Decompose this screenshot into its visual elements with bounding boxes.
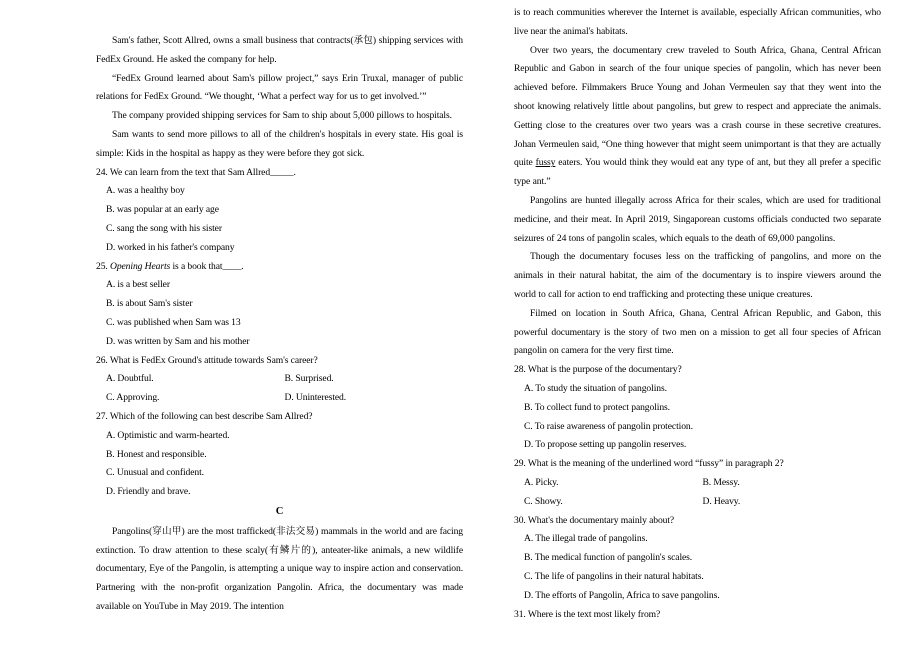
answer-option: B. Honest and responsible. — [106, 448, 207, 460]
paragraph: Pangolins(穿山甲) are the most trafficked(非法交易) mammals in the world and are facing extinction. To draw attention to these scaly(有鳞片的), anteater-like animals, a new wildlife documentary, Eye of the Pangolin, is attempting a unique way to inspire action and conservation. Partnering with the non-profit organization Pangolin. Africa, the documentary was made available on YouTube in May 2019. The intention — [96, 525, 463, 612]
question-stem — [96, 258, 463, 277]
underlined-word: fussy — [535, 157, 556, 169]
question — [96, 408, 463, 502]
paragraph: “FedEx Ground learned about Sam's pillow project,” says Erin Truxal, manager of public relations for FedEx Ground. “We thought, ‘What a perfect way for us to get involved.’” — [96, 72, 463, 103]
text-run: 25. — [96, 260, 110, 272]
text-run: is a book that____. — [170, 260, 244, 272]
answer-option: C. Showy. — [524, 495, 563, 507]
answer-option: C. was published when Sam was 13 — [106, 316, 241, 328]
paragraph: Filmed on location in South Africa, Ghana, Central African Republic, and Gabon, this powerful documentary is the story of two men on a mission to get all four species of African pangolin on camera for the very first time. — [514, 307, 881, 357]
answer-option: A. To study the situation of pangolins. — [524, 382, 667, 394]
option-row — [514, 493, 881, 512]
answer-option: A. Doubtful. — [106, 373, 154, 385]
answer-option: C. To raise awareness of pangolin protection. — [524, 420, 693, 432]
text-run: eaters. You would think they would eat any type of ant, but they all prefer a specific type ant.” — [514, 157, 881, 188]
question — [96, 258, 463, 352]
answer-option: A. is a best seller — [106, 279, 170, 291]
paragraph: The company provided shipping services for Sam to ship about 5,000 pillows to hospitals. — [112, 110, 452, 122]
paragraph: Though the documentary focuses less on the trafficking of pangolins, and more on the animals in their natural habitat, the aim of the documentary is to inspire viewers around the world to call for action to end trafficking and protecting these unique creatures. — [514, 251, 881, 300]
column-left — [96, 0, 463, 651]
question-stem: 24. We can learn from the text that Sam Allred_____. — [96, 166, 296, 178]
question — [514, 455, 881, 511]
question — [96, 164, 463, 258]
question-stem: 28. What is the purpose of the documentary? — [514, 364, 682, 376]
answer-option: B. Messy. — [702, 476, 740, 488]
text-run: Over two years, the documentary crew traveled to South Africa, Ghana, Central African Republic and Gabon in search of the four unique species of pangolin, which has never been achieved before. Filmmakers Bruce Young and Johan Vermeulen say that they went into the shoot knowing relatively little about pangolins, but grew to respect and appreciate the animals. Getting close to the creatures over two years was a crash course in these secretive creatures. Johan Vermeulen said, “One thing however that might seem unimportant is that they are actually quite — [514, 44, 881, 169]
answer-option: B. To collect fund to protect pangolins. — [524, 401, 670, 413]
answer-option: D. Uninterested. — [284, 392, 347, 404]
answer-option: A. Picky. — [524, 476, 559, 488]
answer-option: A. Optimistic and warm-hearted. — [106, 429, 230, 441]
question — [96, 352, 463, 408]
answer-option: A. The illegal trade of pangolins. — [524, 533, 648, 545]
paragraph: is to reach communities wherever the Internet is available, especially African communities, who live near the animal's habitats. — [514, 7, 881, 37]
answer-option: D. Heavy. — [702, 495, 741, 507]
answer-option: D. worked in his father's company — [106, 241, 235, 253]
paragraph: Sam wants to send more pillows to all of the children's hospitals in every state. His goal is simple: Kids in the hospital as happy as they were before they got sick. — [96, 128, 463, 159]
answer-option: D. To propose setting up pangolin reserves. — [524, 439, 687, 451]
question-stem: 31. Where is the text most likely from? — [514, 608, 661, 620]
answer-option: C. Approving. — [106, 392, 160, 404]
paragraph: Sam's father, Scott Allred, owns a small business that contracts(承包) shipping services with FedEx Ground. He asked the company for help. — [96, 35, 463, 65]
answer-option: C. sang the song with his sister — [106, 222, 222, 234]
option-row — [96, 389, 463, 408]
answer-option: C. The life of pangolins in their natural habitats. — [524, 570, 704, 582]
answer-option: C. Unusual and confident. — [106, 467, 204, 479]
question-stem: 26. What is FedEx Ground's attitude towards Sam's career? — [96, 354, 318, 366]
answer-option: A. was a healthy boy — [106, 185, 185, 197]
answer-option: D. The efforts of Pangolin, Africa to save pangolins. — [524, 589, 720, 601]
answer-option: D. Friendly and brave. — [106, 486, 191, 498]
column-right — [514, 0, 881, 651]
option-row — [96, 370, 463, 389]
question-stem: 27. Which of the following can best describe Sam Allred? — [96, 410, 313, 422]
answer-option: B. was popular at an early age — [106, 204, 219, 216]
question — [514, 361, 881, 455]
answer-option: B. is about Sam's sister — [106, 298, 193, 310]
paragraph — [514, 42, 881, 192]
question — [514, 512, 881, 606]
answer-option: B. Surprised. — [284, 373, 334, 385]
answer-option: B. The medical function of pangolin's scales. — [524, 552, 693, 564]
paragraph: Pangolins are hunted illegally across Africa for their scales, which are used for traditional medicine, and their meat. In April 2019, Singaporean customs officials conducted two separate seizures of 24 tons of pangolin scales, which equals to the death of 69,000 pangolins. — [514, 194, 881, 244]
question-stem: 30. What's the documentary mainly about? — [514, 514, 675, 526]
question-stem: 29. What is the meaning of the underlined word “fussy” in paragraph 2? — [514, 458, 784, 470]
section-heading: C — [275, 505, 284, 517]
answer-option: D. was written by Sam and his mother — [106, 335, 250, 347]
option-row — [514, 474, 881, 493]
question — [514, 606, 881, 625]
italic-title: Opening Hearts — [110, 260, 171, 272]
